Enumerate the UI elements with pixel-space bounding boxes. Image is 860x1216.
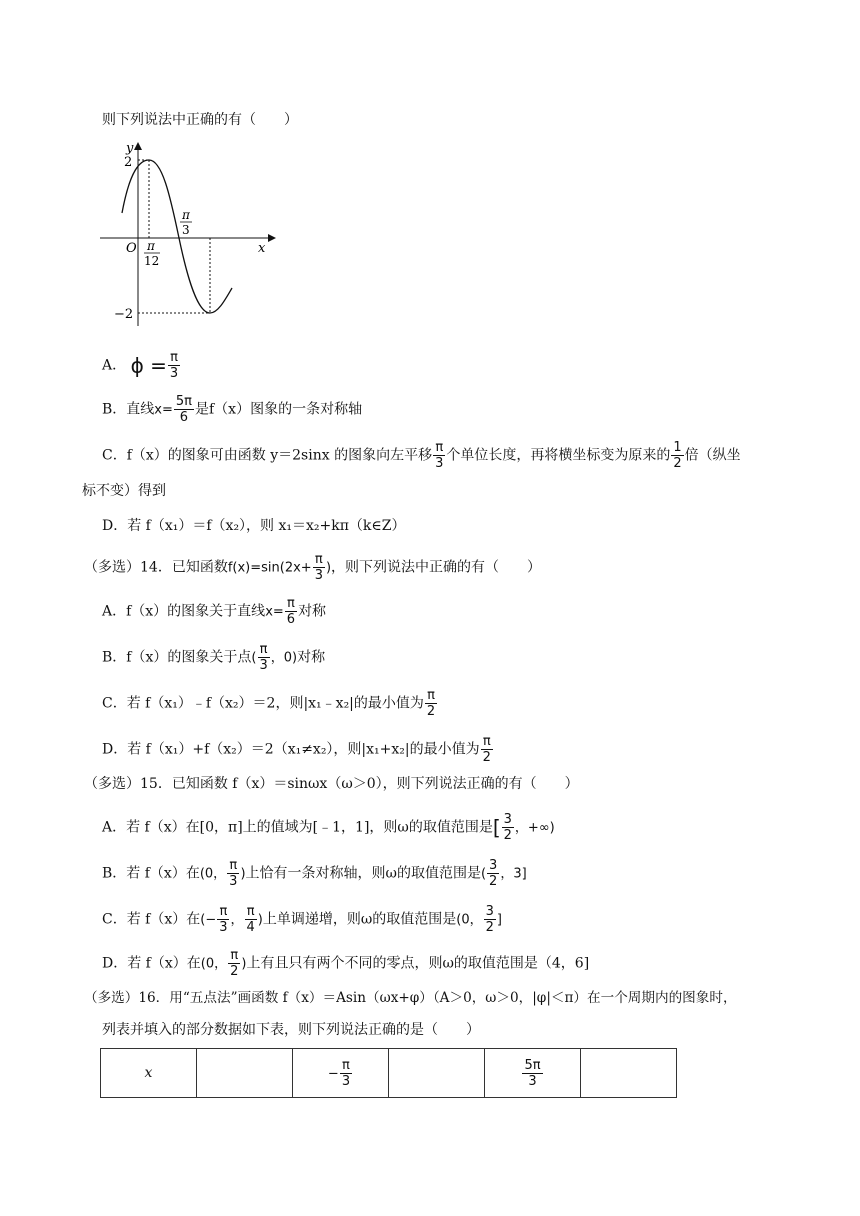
table-cell: − $\frac{\pi}{3}$ [293,1049,389,1098]
y-axis-label: y [126,141,134,156]
x-tick2-num: π [182,208,190,222]
x-axis-label: x [258,241,266,256]
y-max-label: 2 [124,155,133,170]
x-tick2-den: 3 [182,223,190,237]
q14-option-d: D．若 f（x₁）+f（x₂）＝2（x₁≠x₂），则|x₁+x₂|的最小值为 $\frac{\pi}{2}$ [102,734,491,765]
q16-stem-line2: 列表并填入的部分数据如下表，则下列说法正确的是（ ） [102,1022,480,1038]
q14-option-b: B．f（x）的图象关于点( $\frac{\pi}{3}$ ，0)对称 [102,642,326,673]
y-min-label: −2 [114,307,134,322]
table-cell [197,1049,293,1098]
q13-stem: 则下列说法中正确的有（ ） [102,112,298,128]
q15-stem: （多选）15．已知函数 f（x）＝sinωx（ω＞0），则下列说法正确的有（ ） [84,776,579,792]
x-tick1-num: π [147,239,155,253]
q14-stem: （多选）14．已知函数f(x)=sin(2x+ $\frac{\pi}{3}$ )，则下列说法中正确的有（ ） [84,552,542,583]
table-cell: $\frac{5\pi}{3}$ [485,1049,581,1098]
x-tick1-den: 12 [144,254,160,268]
q13-option-c-cont: 标不变）得到 [82,483,166,499]
q14-option-a: A．f（x）的图象关于直线x= $\frac{\pi}{6}$ 对称 [102,596,327,627]
q15-option-b: B．若 f（x）在(0， $\frac{\pi}{3}$ )上恰有一条对称轴，则ω的取值范围是( $\frac{3}{2}$ ，3] [102,858,527,889]
q14-option-c: C．若 f（x₁）﹣f（x₂）＝2，则|x₁﹣x₂|的最小值为 $\frac{\pi}{2}$ [102,688,436,719]
q15-option-a: A．若 f（x）在[0，π]上的值域为[﹣1，1]，则ω的取值范围是[ $\frac{3}{2}$ ，+∞) [102,812,555,843]
table-cell [581,1049,677,1098]
y-axis-arrow [134,142,142,150]
table-row [101,1049,677,1098]
q13-option-a: A． ϕ = $\frac{\pi}{3}$ [102,350,179,381]
q13-option-d: D．若 f（x₁）＝f（x₂），则 x₁＝x₂+kπ（k∈Z） [102,518,406,534]
q15-option-c: C．若 f（x）在(− $\frac{\pi}{3}$ ， $\frac{\pi}{4}$ )上单调递增，则ω的取值范围是(0， $\frac{3}{2}$ ] [102,904,502,935]
q13-option-b: B．直线x= $\frac{5\pi}{6}$ 是f（x）图象的一条对称轴 [102,394,363,425]
sine-graph [100,140,280,330]
table-cell [389,1049,485,1098]
q15-option-d: D．若 f（x）在(0， $\frac{\pi}{2}$ )上有且只有两个不同的零点，则ω的取值范围是（4，6] [102,948,590,979]
table-header-x: x [101,1049,197,1098]
five-point-table [100,1048,677,1098]
x-axis-arrow [268,234,276,242]
origin-label: O [126,241,137,256]
q13-option-c: C．f（x）的图象可由函数 y＝2sinx 的图象向左平移 $\frac{\pi}{3}$ 个单位长度，再将横坐标变为原来的 $\frac{1}{2}$ 倍（纵坐 [102,440,741,471]
q16-stem-line1: （多选）16．用“五点法”画函数 f（x）＝Asin（ωx+φ）（A＞0，ω＞0，|φ|＜π）在一个周期内的图象时， [84,990,737,1006]
